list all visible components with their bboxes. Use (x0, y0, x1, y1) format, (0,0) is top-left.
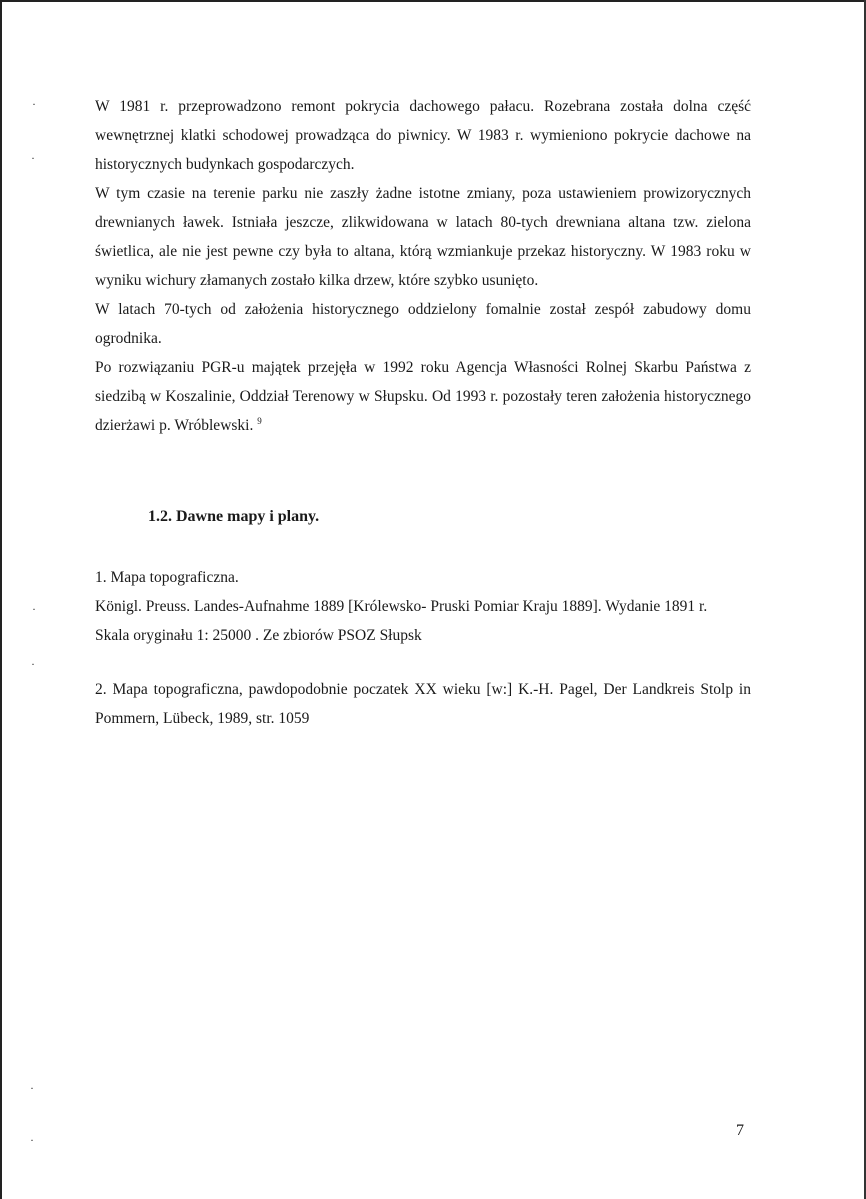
map-entry-title: 1. Mapa topograficzna. (95, 569, 239, 586)
paragraph-text: W latach 70-tych od założenia historycznego oddzielony fomalnie został zespół zabudowy domu ogrodnika. (95, 301, 751, 347)
punch-mark: · (30, 1133, 34, 1147)
scan-border-top (0, 0, 866, 2)
paragraph (95, 92, 751, 179)
footnote-reference: 9 (257, 415, 262, 426)
map-entry-source: Königl. Preuss. Landes-Aufnahme 1889 [Królewsko- Pruski Pomiar Kraju 1889]. Wydanie 1891 r. (95, 598, 708, 615)
map-entry (95, 675, 751, 733)
punch-mark: · (30, 1081, 34, 1095)
paragraph (95, 353, 751, 440)
map-entry-title: 2. Mapa topograficzna, pawdopodobnie poczatek XX wieku [w:] K.-H. Pagel, Der Landkreis Stolp in Pommern, Lübeck, 1989, str. 1059 (95, 681, 751, 727)
punch-mark: · (32, 97, 36, 111)
paragraph-text: W 1981 r. przeprowadzono remont pokrycia dachowego pałacu. Rozebrana została dolna część wewnętrznej klatki schodowej prowadząca do piwnicy. W 1983 r. wymieniono pokrycie dachowe na historycznych budynkach gospodarczych. (95, 98, 751, 173)
section-heading: 1.2. Dawne mapy i plany. (148, 508, 320, 525)
punch-mark: · (32, 602, 36, 616)
map-entry-scale: Skala oryginału 1: 25000 . Ze zbiorów PSOZ Słupsk (95, 627, 422, 644)
body-text (95, 92, 751, 440)
punch-mark: · (31, 151, 35, 165)
scan-border-left (0, 0, 2, 1199)
paragraph-text: Po rozwiązaniu PGR-u majątek przejęła w 1992 roku Agencja Własności Rolnej Skarbu Państwa z siedzibą w Koszalinie, Oddział Terenowy w Słupsku. Od 1993 r. pozostały teren założenia historycznego dzierżawi p. Wróblewski. (95, 359, 751, 434)
page-number: 7 (736, 1122, 744, 1139)
paragraph-text: W tym czasie na terenie parku nie zaszły żadne istotne zmiany, poza ustawieniem prowizorycznych drewnianych ławek. Istniała jeszcze, zlikwidowana w latach 80-tych drewniana altana tzw. zielona świetlica, ale nie jest pewne czy była to altana, którą wzmiankuje przekaz historyczny. W 1983 roku w wyniku wichury złamanych zostało kilka drzew, które szybko usunięto. (95, 185, 751, 289)
paragraph (95, 179, 751, 295)
paragraph (95, 295, 751, 353)
map-entry (95, 563, 751, 650)
punch-mark: · (31, 657, 35, 671)
